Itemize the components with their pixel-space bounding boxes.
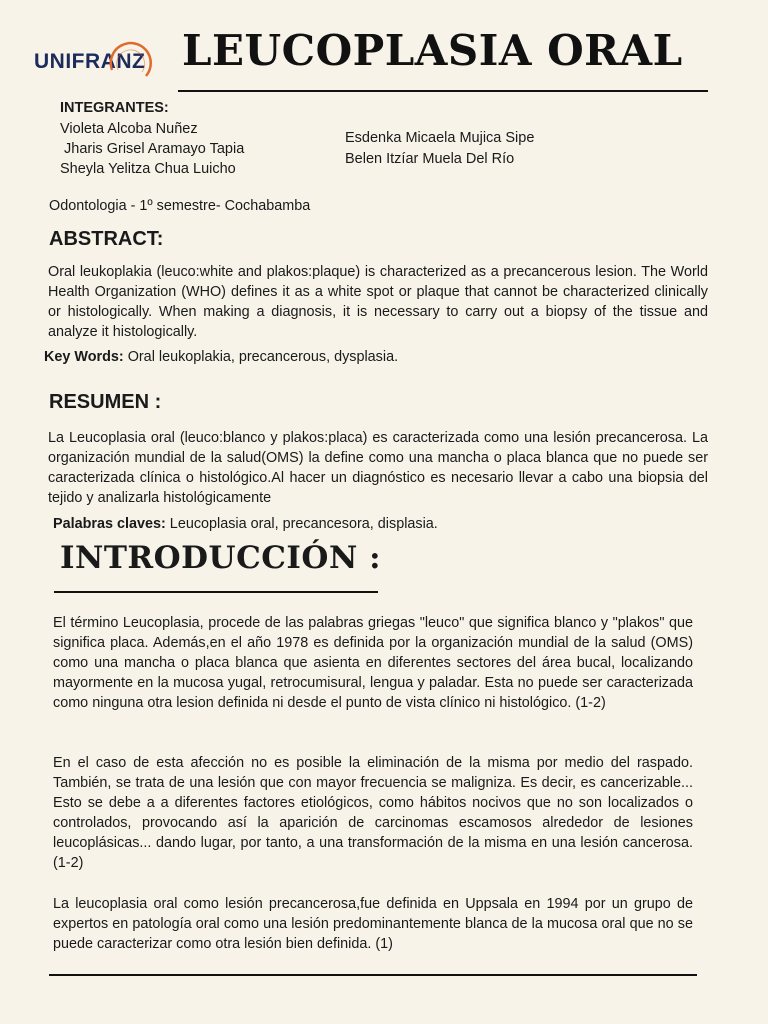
intro-paragraph-2: En el caso de esta afección no es posible la eliminación de la misma por medio del raspado. También, se trata de una lesión que con mayor frecuencia se maligniza. Es decir, es cancerizable... Esto se debe a a diferentes factores etiológicos, como hábitos nocivos que no son localizados o controlados, provocando así la aparición de carcinomas escamosos alrededor de lesiones leucoplásicas... dando lugar, por tanto, a una transformación de la misma en una lesión cancerosa. (1-2) bbox=[53, 755, 693, 871]
author-3: Sheyla Yelitza Chua Luicho bbox=[60, 161, 236, 177]
resumen-heading: RESUMEN : bbox=[49, 391, 162, 413]
unifranz-logo bbox=[34, 40, 154, 90]
intro-paragraph-1: El término Leucoplasia, procede de las palabras griegas "leuco" que significa blanco y "plakos" que significa placa. Además,en el año 1978 es definida por la organización mundial de la salud (OMS) como una mancha o placa blanca que asienta en diferentes sectores del área bucal, localizando mayormente en la mucosa yugal, retrocumisural, lengua y paladar. Esta no puede ser caracterizada como ninguna otra lesion definida ni desde el punto de vista clínico ni histológico. (1-2) bbox=[53, 615, 693, 711]
keywords-value: Oral leukoplakia, precancerous, dysplasia. bbox=[123, 349, 399, 365]
intro-divider bbox=[54, 591, 378, 593]
abstract-heading: ABSTRACT: bbox=[49, 228, 164, 250]
palabras-claves-label: Palabras claves: bbox=[53, 516, 166, 532]
footer-divider bbox=[49, 974, 697, 976]
course-info: Odontologia - 1º semestre- Cochabamba bbox=[49, 198, 311, 214]
author-2: Jharis Grisel Aramayo Tapia bbox=[64, 141, 245, 157]
introduccion-heading: INTRODUCCIÓN : bbox=[60, 540, 382, 576]
resumen-text: La Leucoplasia oral (leuco:blanco y plakos:placa) es caracterizada como una lesión precancerosa. La organización mundial de la salud(OMS) la define como una mancha o placa blanca que no puede ser caracterizada clínica o histológico.Al hacer un diagnóstico es necesario llevar a cabo una biopsia del tejido y analizarla histológicamente bbox=[48, 430, 708, 506]
resumen-keywords bbox=[53, 516, 438, 532]
keywords-label: Key Words: bbox=[44, 349, 124, 365]
author-4: Esdenka Micaela Mujica Sipe bbox=[345, 130, 535, 146]
title-divider bbox=[178, 90, 708, 92]
logo-seal-icon bbox=[106, 40, 154, 88]
abstract-text: Oral leukoplakia (leuco:white and plakos:plaque) is characterized as a precancerous lesion. The World Health Organization (WHO) defines it as a white spot or plaque that cannot be characterized clinically or histologically. When making a diagnosis, it is necessary to carry out a biopsy of the tissue and analyze it histologically. bbox=[48, 264, 708, 340]
abstract-keywords bbox=[44, 349, 398, 365]
authors-label: INTEGRANTES: bbox=[60, 100, 169, 116]
author-5: Belen Itzíar Muela Del Río bbox=[345, 151, 515, 167]
intro-paragraph-3: La leucoplasia oral como lesión precancerosa,fue definida en Uppsala en 1994 por un grupo de expertos en patología oral como una lesión predominantemente blanca de la mucosa oral que no se puede caracterizar como otra lesión bien definida. (1) bbox=[53, 896, 693, 952]
palabras-claves-value: Leucoplasia oral, precancesora, displasia. bbox=[165, 516, 438, 532]
logo-text: UNIFRANZ bbox=[34, 50, 146, 73]
author-1: Violeta Alcoba Nuñez bbox=[60, 121, 198, 137]
page-title: LEUCOPLASIA ORAL bbox=[182, 26, 683, 75]
